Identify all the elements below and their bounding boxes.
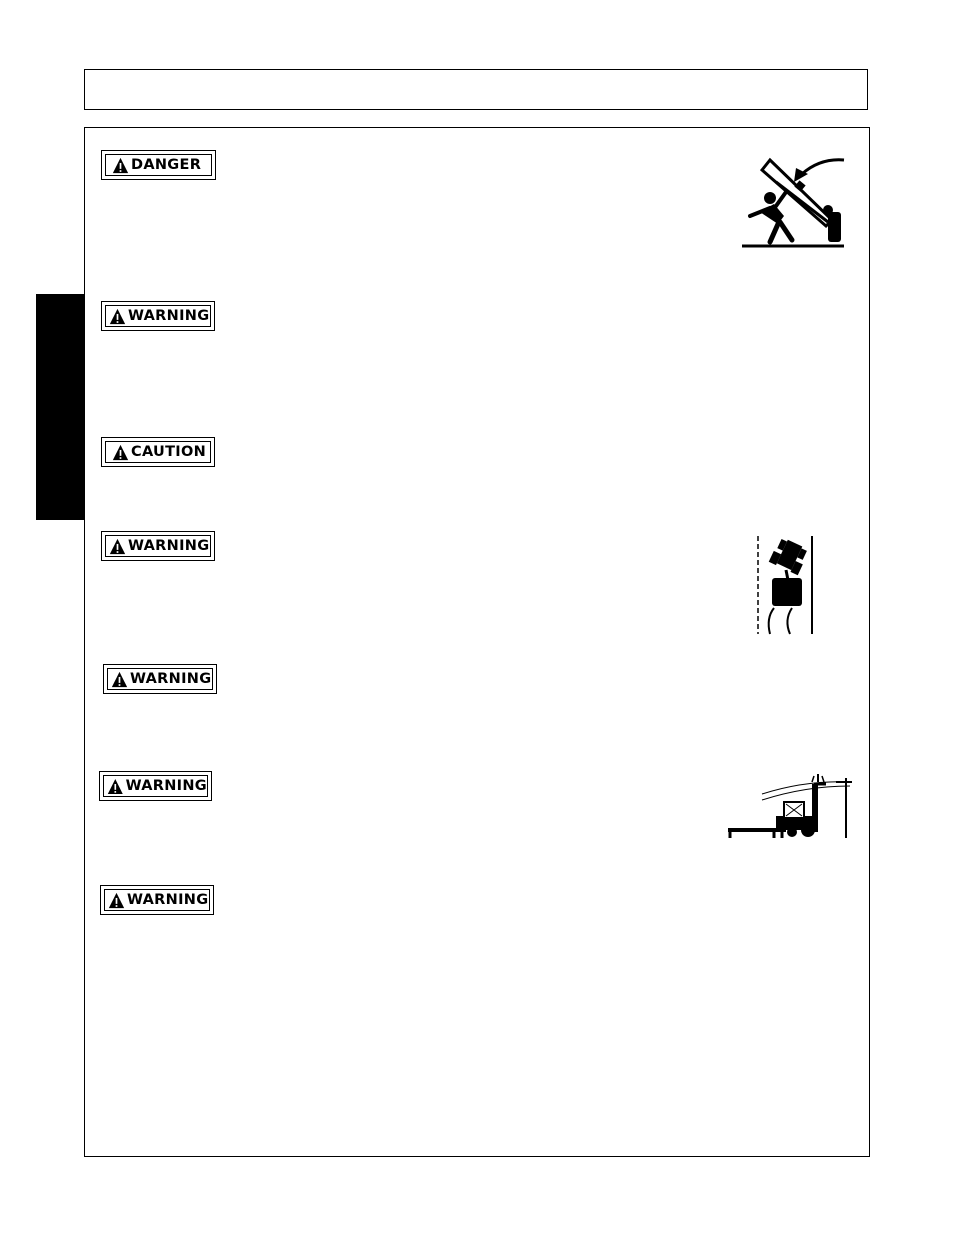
warning-triangle-icon: [112, 157, 129, 174]
warning-triangle-icon: [108, 892, 125, 909]
badge-label: WARNING: [125, 777, 207, 794]
badge-label: WARNING: [127, 891, 209, 908]
tractor-rollover-ditch-illustration: [752, 534, 818, 636]
warning-triangle-icon: [107, 778, 124, 795]
warning-triangle-icon: [112, 444, 129, 461]
section-side-tab: [36, 294, 84, 520]
badge-label: CAUTION: [131, 443, 207, 460]
warning-triangle-icon: [109, 538, 126, 555]
safety-content-panel: [84, 127, 870, 1157]
badge-label: WARNING: [130, 670, 212, 687]
badge-label: DANGER: [131, 156, 202, 173]
falling-wing-crush-hazard-illustration: [740, 152, 848, 250]
warning-badge: [101, 531, 215, 561]
overhead-powerline-hazard-illustration: [726, 770, 852, 840]
warning-badge: [100, 885, 214, 915]
warning-triangle-icon: [111, 671, 128, 688]
caution-badge: [101, 437, 215, 467]
page-header-box: [84, 69, 868, 110]
danger-badge: [101, 150, 216, 180]
badge-label: WARNING: [128, 537, 210, 554]
warning-badge: [103, 664, 217, 694]
warning-badge: [101, 301, 215, 331]
badge-label: WARNING: [128, 307, 210, 324]
warning-badge: [99, 771, 212, 801]
warning-triangle-icon: [109, 308, 126, 325]
